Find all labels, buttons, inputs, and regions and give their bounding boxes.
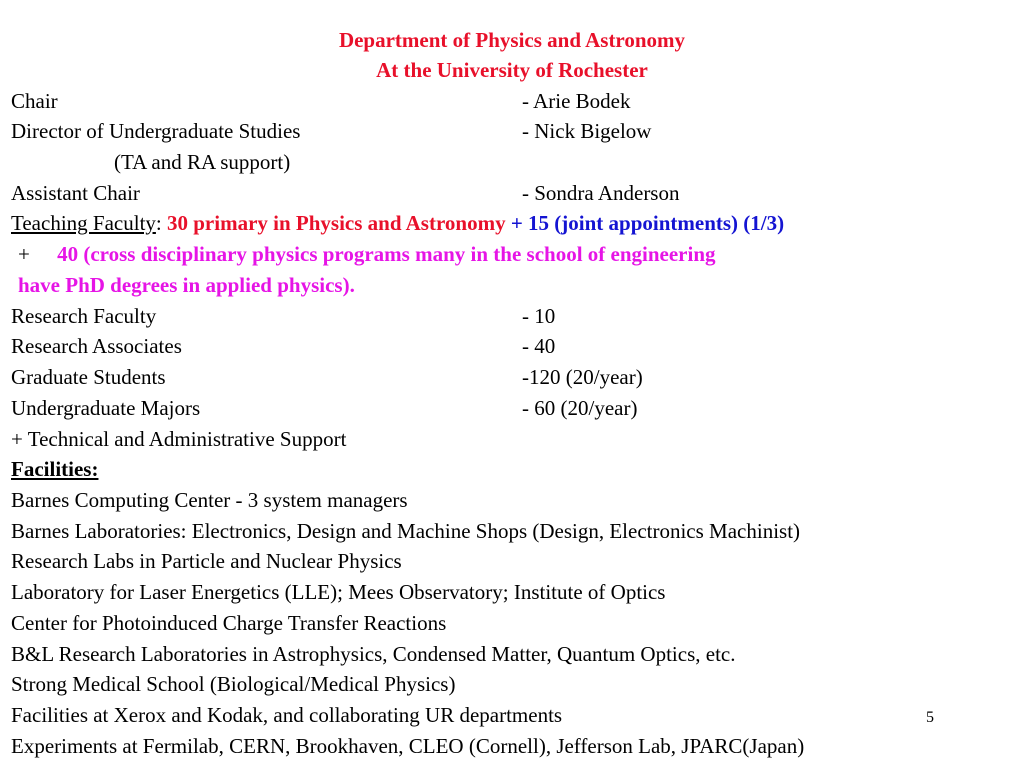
role-value-director: - Nick Bigelow <box>522 119 652 143</box>
facilities-heading: Facilities: <box>11 457 99 481</box>
facility-item: Barnes Computing Center - 3 system managers <box>11 488 408 512</box>
teaching-faculty-colon: : <box>155 211 162 235</box>
role-label-director: Director of Undergraduate Studies <box>11 119 301 143</box>
facility-item: Strong Medical School (Biological/Medical Physics) <box>11 672 456 696</box>
count-label-undergraduate-majors: Undergraduate Majors <box>11 396 201 420</box>
count-value-research-faculty: - 10 <box>522 304 556 328</box>
facility-item: B&L Research Laboratories in Astrophysics, Condensed Matter, Quantum Optics, etc. <box>11 642 736 666</box>
facility-item: Experiments at Fermilab, CERN, Brookhaven, CLEO (Cornell), Jefferson Lab, JPARC(Japan) <box>11 734 805 758</box>
page-number: 5 <box>926 709 934 726</box>
slide-title: Department of Physics and Astronomy <box>338 28 686 52</box>
slide-subtitle: At the University of Rochester <box>376 58 648 82</box>
teaching-cross-line1 <box>18 242 716 266</box>
count-value-undergraduate-majors: - 60 (20/year) <box>522 396 638 420</box>
facility-item: Barnes Laboratories: Electronics, Design and Machine Shops (Design, Electronics Machinist) <box>11 519 801 543</box>
count-label-research-associates: Research Associates <box>11 334 182 358</box>
count-label-research-faculty: Research Faculty <box>11 304 157 328</box>
teaching-faculty-line <box>11 211 784 235</box>
teaching-joint: + 15 (joint appointments) (1/3) <box>510 211 785 235</box>
role-label-chair: Chair <box>11 89 58 113</box>
role-value-chair: - Arie Bodek <box>522 89 631 113</box>
facility-item: Facilities at Xerox and Kodak, and collaborating UR departments <box>11 703 563 727</box>
teaching-cross-1: 40 (cross disciplinary physics programs many in the school of engineering <box>57 242 716 266</box>
facility-item: Laboratory for Laser Energetics (LLE); Mees Observatory; Institute of Optics <box>11 580 666 604</box>
count-value-graduate-students: -120 (20/year) <box>522 365 643 389</box>
teaching-primary: 30 primary in Physics and Astronomy <box>167 211 506 235</box>
facility-item: Center for Photoinduced Charge Transfer Reactions <box>11 611 447 635</box>
count-value-research-associates: - 40 <box>522 334 556 358</box>
facility-item: Research Labs in Particle and Nuclear Physics <box>11 549 402 573</box>
support-line: + Technical and Administrative Support <box>11 427 347 451</box>
teaching-faculty-label: Teaching Faculty <box>11 211 156 235</box>
role-value-assistant-chair: - Sondra Anderson <box>522 181 680 205</box>
teaching-cross-2: have PhD degrees in applied physics). <box>18 273 355 297</box>
role-note-ta-ra: (TA and RA support) <box>114 150 291 174</box>
role-label-assistant-chair: Assistant Chair <box>11 181 140 205</box>
teaching-plus: + <box>18 242 30 266</box>
count-label-graduate-students: Graduate Students <box>11 365 166 389</box>
